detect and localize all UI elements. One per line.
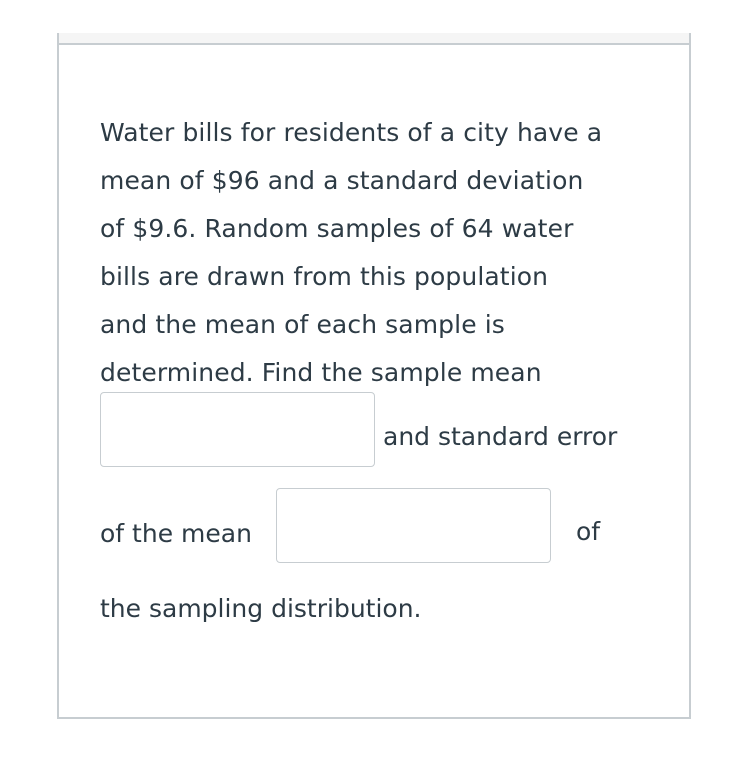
and-standard-error-label: and standard error xyxy=(383,422,618,451)
question-line: and the mean of each sample is xyxy=(100,310,505,339)
of-the-mean-label: of the mean xyxy=(100,519,252,548)
standard-error-input[interactable] xyxy=(276,488,551,563)
question-line: of $9.6. Random samples of 64 water xyxy=(100,214,574,243)
question-line: bills are drawn from this population xyxy=(100,262,549,291)
sample-mean-input[interactable] xyxy=(100,392,375,467)
of-label: of xyxy=(576,517,601,546)
question-text xyxy=(100,109,660,397)
question-line: mean of $96 and a standard deviation xyxy=(100,166,584,195)
question-line: Water bills for residents of a city have a xyxy=(100,118,603,147)
sampling-distribution-label: the sampling distribution. xyxy=(100,594,422,623)
card-header xyxy=(59,33,689,45)
question-card xyxy=(57,33,691,719)
question-line: determined. Find the sample mean xyxy=(100,358,542,387)
